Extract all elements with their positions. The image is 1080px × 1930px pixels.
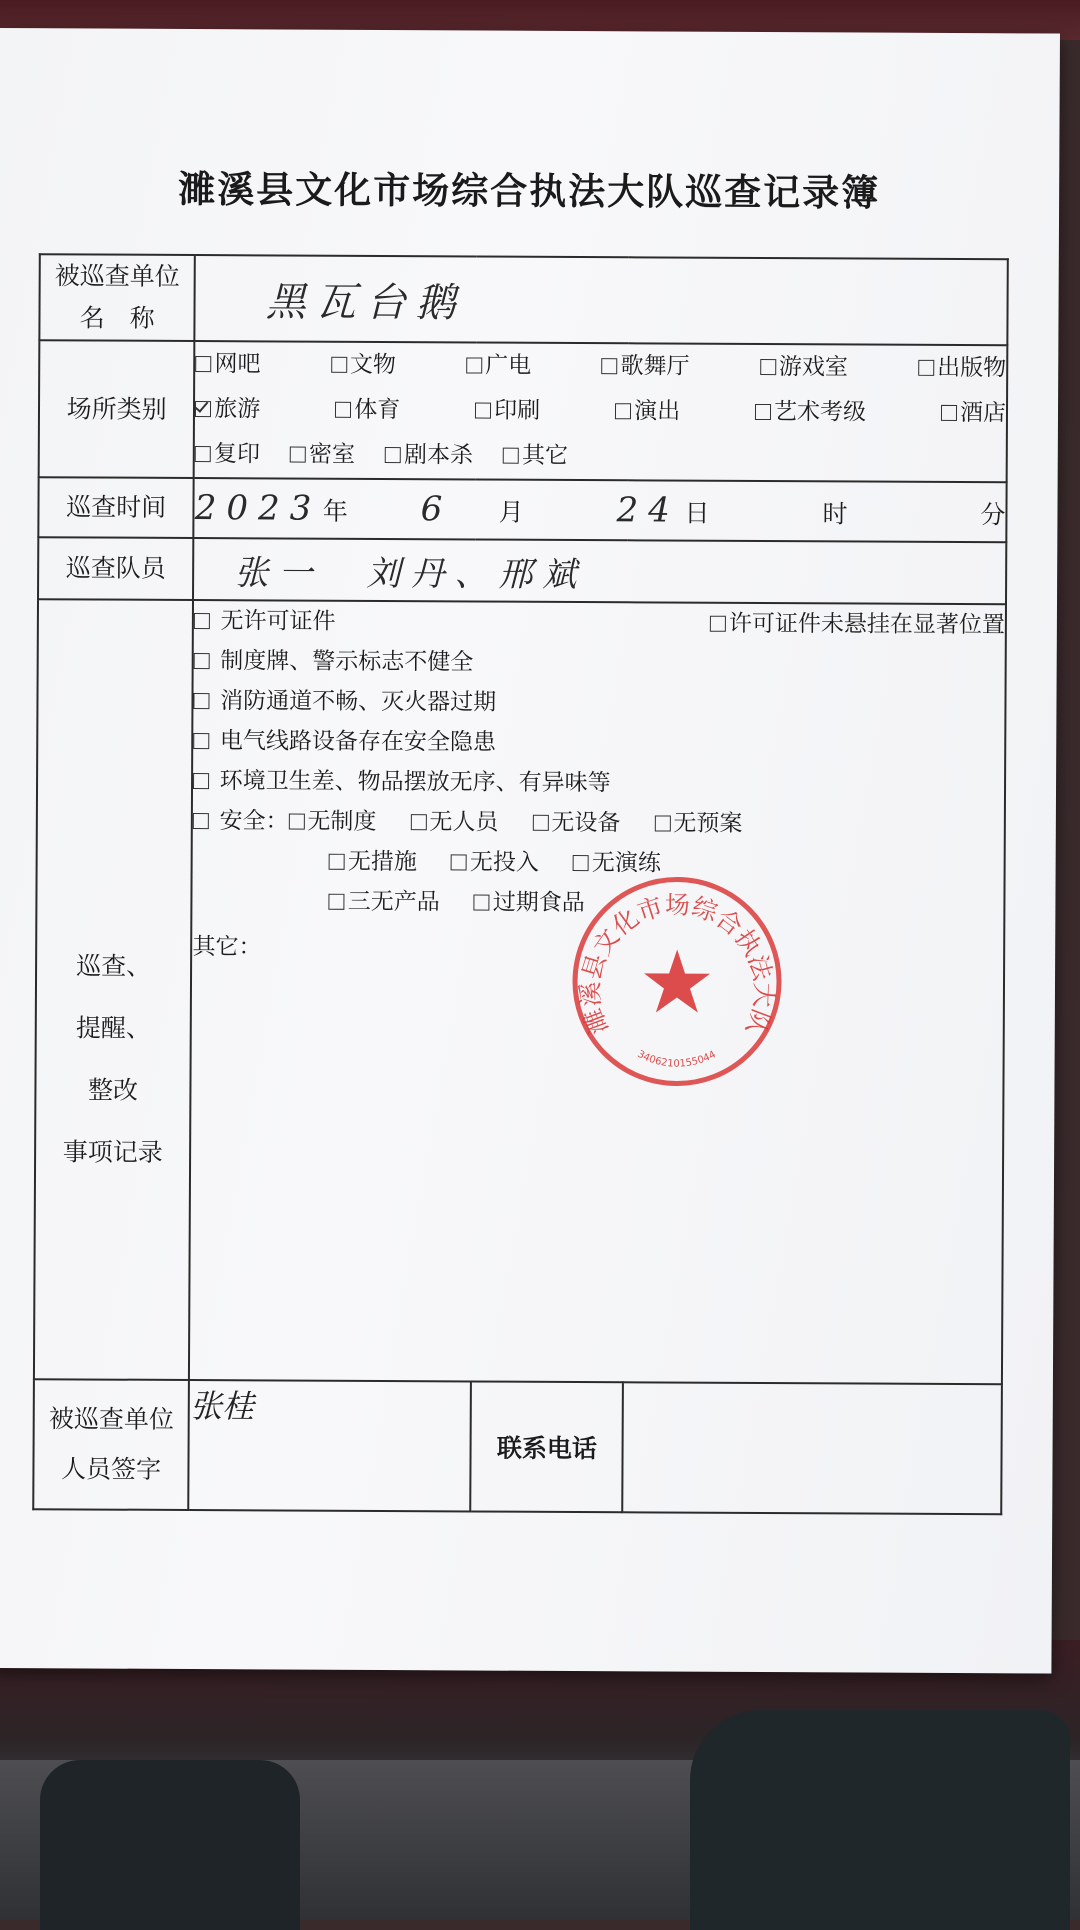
unit-name-handwritten: 黑瓦台鹅: [265, 278, 466, 326]
checkbox: [329, 894, 345, 910]
safety-option-label: 无措施: [347, 848, 418, 876]
unit-value-cell: [195, 255, 1008, 345]
time-row: [38, 477, 1006, 542]
category-option: [475, 388, 540, 433]
signature-label: [33, 1379, 189, 1510]
signature-row: [33, 1379, 1002, 1514]
safety-option: [532, 803, 620, 843]
time-label: 巡查时间: [38, 477, 194, 538]
item-license-not-displayed: 许可证件未悬挂在显著位置: [710, 604, 1005, 646]
checkbox: [385, 447, 401, 463]
checkbox: [710, 616, 726, 632]
phone-value: [623, 1382, 1002, 1514]
category-option: [760, 345, 848, 390]
unit-row: [39, 254, 1007, 345]
category-option: [755, 390, 866, 436]
safety-option-label: 无人员: [429, 809, 499, 836]
checkbox: [196, 356, 212, 372]
safety-option-label: 过期食品: [492, 889, 585, 917]
category-option: [290, 433, 355, 478]
item-hygiene: 环境卫生差、物品摆放无序、有异味等: [193, 761, 1004, 805]
category-option-label: 印刷: [494, 397, 541, 424]
safety-option-label: 无演练: [591, 850, 662, 877]
safety-option: [288, 802, 376, 842]
record-line-1: [194, 601, 1005, 645]
safety-option: [654, 803, 742, 843]
safety-option: [451, 842, 539, 882]
category-row: [39, 340, 1008, 482]
minute-unit: 分: [980, 500, 1006, 530]
checkbox: [475, 402, 491, 418]
month-handwritten: 6: [420, 489, 453, 530]
safety-option: [329, 882, 440, 923]
dark-object-left: [40, 1760, 300, 1930]
year-unit: 年: [322, 496, 348, 526]
category-option-label: 出版物: [937, 354, 1007, 382]
category-option: [941, 391, 1006, 436]
checkbox: [193, 813, 209, 829]
month-unit: 月: [498, 497, 524, 527]
checkbox: [194, 693, 210, 709]
checkbox: [532, 815, 548, 831]
record-row: [34, 599, 1006, 1384]
record-label-line4: 事项记录: [62, 1137, 163, 1167]
category-option: [195, 342, 260, 387]
safety-options-1: [288, 809, 776, 838]
checkbox: [601, 358, 617, 374]
safety-option: [329, 842, 417, 882]
category-option-label: 旅游: [214, 396, 261, 423]
category-option-label: 剧本杀: [404, 442, 474, 469]
category-option: [466, 343, 531, 388]
category-option-label: 游戏室: [778, 354, 848, 381]
signature-value-cell: [189, 1380, 472, 1511]
checkbox: [755, 404, 771, 420]
safety-option-label: 无预案: [673, 810, 743, 837]
inspection-form-table: [32, 253, 1009, 1515]
checkbox: [760, 359, 776, 375]
team-row: [38, 537, 1006, 604]
form-title: 濉溪县文化市场综合执法大队巡查记录簿: [178, 166, 881, 215]
safety-option-label: 三无产品: [347, 888, 440, 916]
safety-line-1: [193, 801, 1004, 845]
seal-text: 濉溪县文化市场综合执法大队: [575, 890, 779, 1040]
checkbox: [410, 814, 426, 830]
checkbox: [193, 773, 209, 789]
star-icon: [644, 949, 710, 1012]
team-value-cell: [193, 538, 1006, 604]
item-fire-exit: 消防通道不畅、灭火器过期: [194, 681, 1005, 725]
day-unit: 日: [684, 498, 710, 528]
checkbox: [329, 854, 345, 870]
category-option-label: 歌舞厅: [620, 353, 690, 380]
unit-label-line1: 被巡查单位: [54, 261, 180, 291]
category-option-label: 酒店: [959, 400, 1007, 427]
category-label: 场所类别: [39, 340, 195, 478]
checkbox: [918, 360, 934, 376]
category-option: [335, 388, 400, 433]
phone-label: 联系电话: [471, 1381, 624, 1512]
hour-unit: 时: [822, 499, 848, 529]
checked-checkbox: [195, 401, 211, 417]
dark-object-right: [690, 1710, 1070, 1930]
checkbox: [474, 894, 490, 910]
day-handwritten: 24: [616, 490, 680, 531]
record-label-line1: 巡查、: [76, 951, 152, 981]
category-row-2: [195, 387, 1006, 436]
signature-label-line2: 人员签字: [61, 1454, 162, 1484]
safety-option: [410, 802, 498, 842]
category-option: [615, 389, 680, 434]
category-option-label: 密室: [309, 441, 356, 468]
checkbox: [335, 402, 351, 418]
team-members-handwritten: 张一 刘丹、邢斌: [234, 552, 587, 595]
item-electrical: 电气线路设备存在安全隐患: [193, 721, 1004, 765]
category-row-3: [195, 432, 1006, 481]
checkbox: [503, 448, 519, 464]
official-seal-stamp: [566, 871, 787, 1092]
category-option-label: 网吧: [214, 351, 261, 378]
record-label: [34, 599, 193, 1380]
checkbox: [331, 357, 347, 373]
inspection-form-sheet: [0, 28, 1060, 1674]
unit-label-line2: 名 称: [79, 303, 155, 333]
unit-label: [39, 254, 195, 341]
item-no-license: 无许可证件: [194, 601, 336, 642]
category-options: [194, 341, 1007, 482]
category-option: [601, 344, 689, 389]
category-option: [195, 387, 260, 432]
checkbox: [615, 403, 631, 419]
checkbox: [194, 653, 210, 669]
checkbox: [194, 733, 210, 749]
safety-option-label: 无设备: [551, 809, 621, 837]
signature-handwritten: 张桂: [190, 1387, 255, 1426]
checkbox: [466, 357, 482, 373]
checkbox: [654, 815, 670, 831]
time-value-cell: [194, 478, 1007, 542]
checkbox: [194, 613, 210, 629]
category-option: [331, 343, 396, 388]
checkbox: [573, 855, 589, 871]
checkbox: [195, 446, 211, 462]
signature-label-line1: 被巡查单位: [48, 1404, 174, 1434]
category-option-label: 广电: [485, 352, 532, 379]
safety-label: 安全：: [219, 808, 289, 835]
category-option-label: 体育: [354, 396, 401, 424]
item-rules-signs: 制度牌、警示标志不健全: [194, 641, 1005, 685]
category-option: [503, 434, 568, 479]
other-label: 其它：: [192, 934, 262, 961]
category-option: [385, 433, 473, 478]
checkbox: [290, 447, 306, 463]
safety-option-label: 无制度: [307, 808, 377, 835]
seal-number: 3406210155044: [635, 1048, 718, 1070]
record-label-line3: 整改: [88, 1075, 139, 1105]
category-option: [918, 346, 1006, 391]
category-row-1: [195, 342, 1006, 391]
category-option-label: 复印: [214, 441, 261, 468]
year-handwritten: 2023: [194, 488, 322, 529]
checkbox: [941, 405, 957, 421]
category-option: [195, 432, 260, 477]
checkbox: [451, 854, 467, 870]
category-option-label: 艺术考级: [773, 399, 867, 426]
category-option-label: 演出: [634, 398, 681, 425]
checkbox: [288, 814, 304, 830]
team-label: 巡查队员: [38, 537, 194, 600]
record-label-line2: 提醒、: [75, 1013, 151, 1043]
safety-option-label: 无投入: [469, 849, 540, 876]
category-option-label: 文物: [349, 351, 396, 379]
category-option-label: 其它: [522, 442, 569, 469]
